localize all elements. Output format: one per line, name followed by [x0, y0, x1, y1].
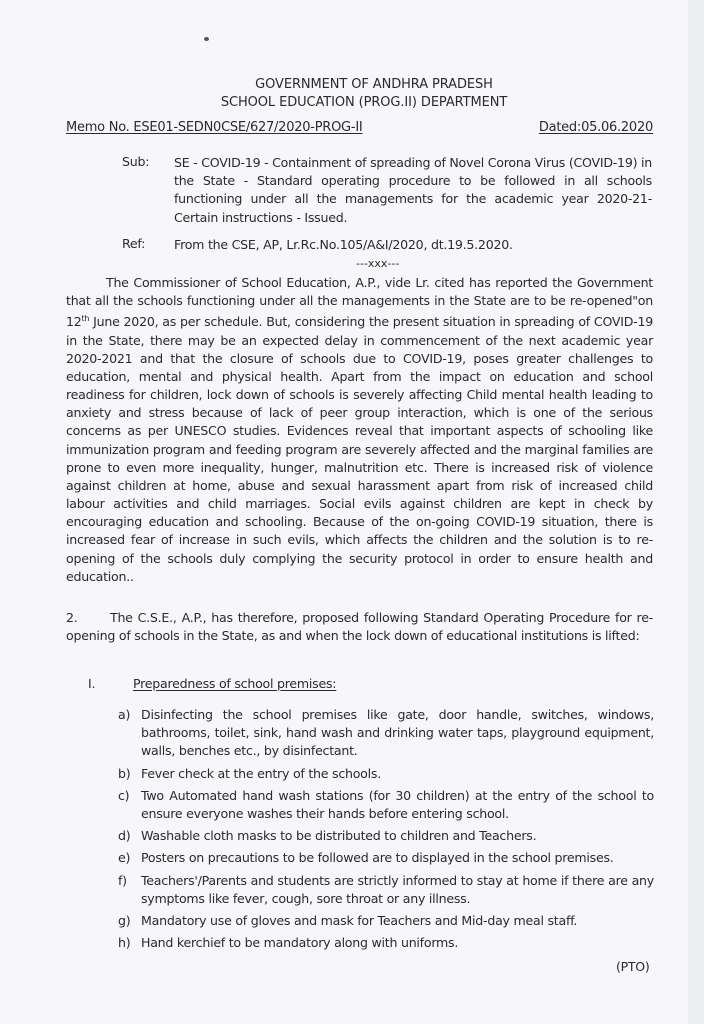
list-item-text: Disinfecting the school premises like gate, door handle, switches, windows, bathrooms, toilet, sink, hand wash and drinking water taps, playground equipment, walls, benches etc., by disinfectant. [141, 707, 654, 759]
subject-label: Sub: [122, 154, 150, 169]
list-item [118, 765, 654, 783]
list-item-text: Posters on precautions to be followed are to displayed in the school premises. [141, 850, 614, 866]
section-heading [88, 676, 336, 691]
subject-block [122, 154, 654, 227]
list-item-letter: f) [118, 872, 127, 888]
paragraph-2-text: The C.S.E., A.P., has therefore, proposed following Standard Operating Procedure for re-opening of schools in the State, as and when the lock down of educational institutions is lifted: [66, 610, 653, 644]
list-item [118, 912, 654, 930]
list-item-text: Mandatory use of gloves and mask for Teachers and Mid-day meal staff. [141, 913, 578, 929]
list-item [118, 706, 654, 761]
list-item [118, 872, 654, 908]
preparedness-list [118, 706, 654, 956]
paragraph-1-part2: June 2020, as per schedule. But, considering the present situation in spreading of COVID-19 in the State, there may be an expected delay in commencement of the next academic year 2020-2021 and that the closure of schools due to COVID-19, poses greater challenges to education, mental and physical health. Apart from the impact on education and school readiness for children, lock down of schools is severely affecting Child mental health leading to anxiety and stress because of lack of peer group interaction, which is one of the serious concerns as per UNESCO studies. Evidences reveal that important aspects of schooling like immunization program and feeding program are severely affected and the marginal families are prone to even more inequality, hunger, malnutrition etc. There is increased risk of violence against children at home, abuse and sexual harassment apart from risk of increased child labour activities and child marriages. Social evils against children are kept in check by encouraging education and schooling. Because of the on-going COVID-19 situation, there is increased fear of increase in such evils, which affects the children and the solution is to re-opening of the schools duly complying the security protocol in order to ensure health and education.. [66, 314, 653, 584]
list-item-text: Hand kerchief to be mandatory along with uniforms. [141, 935, 459, 951]
memo-date: Dated:05.06.2020 [538, 120, 653, 135]
paragraph-1-part1: The Commissioner of School Education, A.P., vide Lr. cited has reported the Government that all the schools functioning under all the managements in the State are to be re-opened"on 12 [66, 275, 653, 330]
list-item-letter: g) [118, 913, 131, 929]
section-title: Preparedness of school premises: [133, 676, 337, 691]
paragraph-2-number: 2. [66, 610, 78, 625]
list-item-letter: d) [118, 828, 131, 844]
list-item-letter: b) [118, 765, 131, 781]
list-item-text: Teachers'/Parents and students are strictly informed to stay at home if there are any symptoms like fever, cough, sore throat or any illness. [141, 872, 654, 906]
memo-row [66, 120, 653, 135]
paragraph-2 [66, 609, 653, 645]
list-item-text: Washable cloth masks to be distributed to children and Teachers. [141, 828, 537, 844]
ordinal-suffix: th [81, 314, 90, 324]
paragraph-1 [66, 274, 653, 586]
government-heading: GOVERNMENT OF ANDHRA PRADESH [255, 77, 493, 92]
please-turn-over: (PTO) [616, 959, 650, 974]
list-item [118, 934, 654, 952]
memo-number: Memo No. ESE01-SEDN0CSE/627/2020-PROG-II [66, 120, 363, 135]
reference-label: Ref: [122, 236, 146, 251]
list-item [118, 849, 654, 867]
reference-block [122, 236, 654, 254]
list-item-letter: h) [118, 935, 131, 951]
list-item-text: Fever check at the entry of the schools. [141, 765, 381, 781]
list-item-letter: c) [118, 787, 130, 803]
list-item-letter: a) [118, 707, 131, 722]
list-item-letter: e) [118, 850, 131, 866]
section-numeral: I. [88, 676, 96, 691]
list-item [118, 827, 654, 845]
list-item-text: Two Automated hand wash stations (for 30 children) at the entry of the school to ensure everyone washes their hands before entering school. [141, 787, 654, 822]
subject-text: SE - COVID-19 - Containment of spreading of Novel Corona Virus (COVID-19) in the State - Standard operating procedure to be followed in all schools functioning under all the managements for the academic year 2020-21- Certain instructions - Issued. [174, 155, 652, 225]
list-item [118, 787, 654, 823]
reference-text: From the CSE, AP, Lr.Rc.No.105/A&I/2020, dt.19.5.2020. [174, 237, 513, 252]
scan-mark [204, 37, 209, 41]
separator: ---xxx--- [356, 257, 400, 270]
department-heading: SCHOOL EDUCATION (PROG.II) DEPARTMENT [220, 95, 508, 110]
